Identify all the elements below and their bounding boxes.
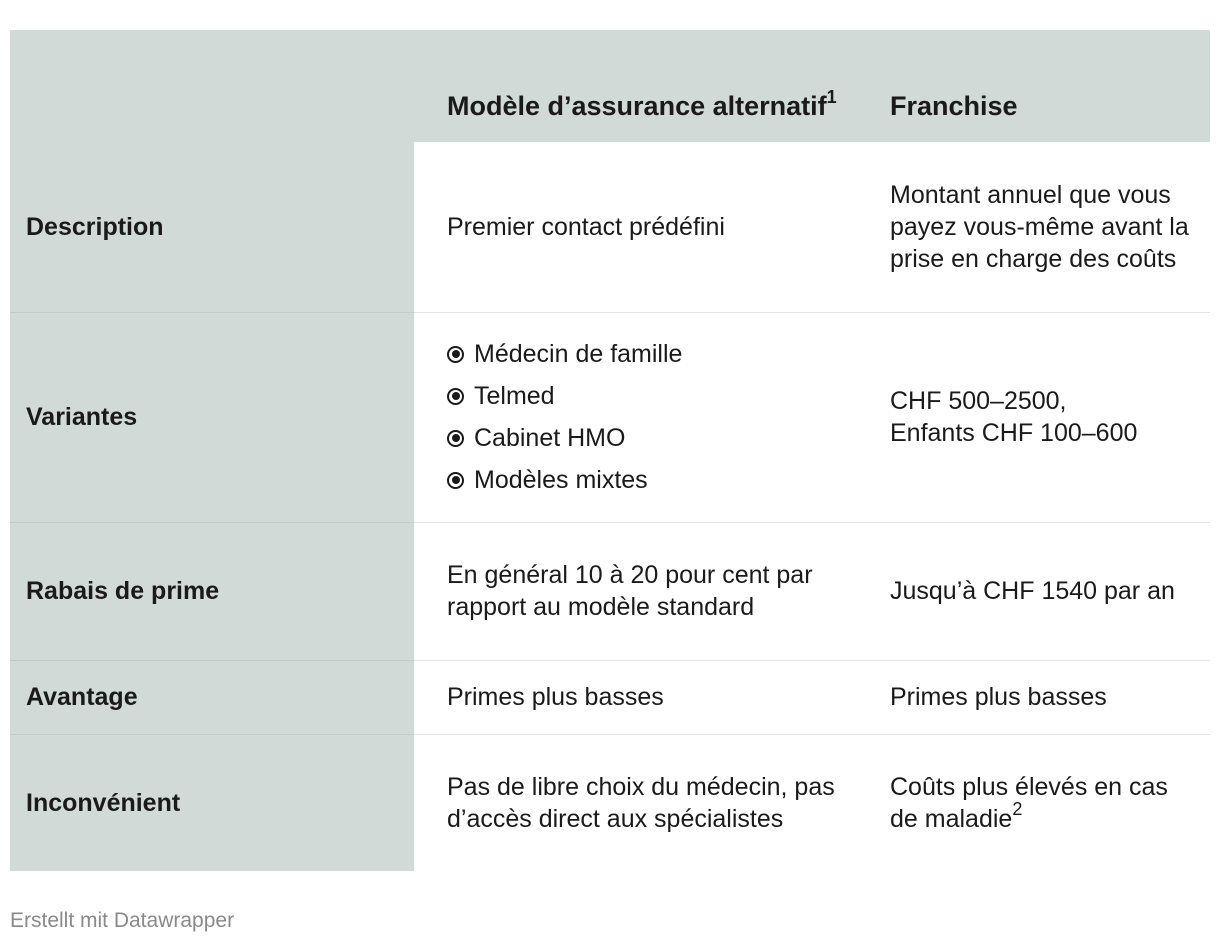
footnote-marker-2: 2 [1012,799,1023,820]
comparison-table [10,30,1210,871]
table-row-disadvantage [10,734,1210,871]
cell-variants-franchise [857,312,1210,522]
variant-label: Médecin de famille [474,340,683,368]
table-row-description [10,142,1210,312]
cell-premium-discount-franchise: Jusqu’à CHF 1540 par an [857,522,1210,660]
row-label-disadvantage: Inconvénient [10,734,414,871]
cell-description-franchise: Montant annuel que vous payez vous-même avant la prise en charge des coûts [857,142,1210,312]
list-item [447,333,845,375]
row-label-premium-discount: Rabais de prime [10,522,414,660]
header-empty-cell [10,30,414,142]
table-header-row [10,30,1210,142]
variants-list [447,333,845,501]
cell-description-model: Premier contact prédéfini [414,142,857,312]
header-franchise: Franchise [857,30,1210,142]
cell-variants-model [414,312,857,522]
cell-disadvantage-model: Pas de libre choix du médecin, pas d’accès direct aux spécialistes [447,772,835,833]
row-label-description: Description [10,142,414,312]
variant-label: Modèles mixtes [474,466,648,494]
footnote-marker-1: 1 [826,87,837,107]
cell-premium-discount-model: En général 10 à 20 pour cent par rapport au modèle standard [414,522,857,660]
list-item [447,417,845,459]
table-row-advantage [10,660,1210,734]
cell-advantage-model: Primes plus basses [414,660,857,734]
header-alternative-model [414,30,857,142]
row-label-variants: Variantes [10,312,414,522]
list-item [447,459,845,501]
header-alternative-model-label: Modèle d’assurance alternatif [447,91,827,121]
radio-selected-icon [447,388,464,405]
franchise-range-children: Enfants CHF 100–600 [890,419,1138,447]
disadvantage-franchise-text: Coûts plus élevés en cas de maladie [890,772,1168,833]
cell-disadvantage-franchise [857,734,1210,871]
radio-selected-icon [447,430,464,447]
franchise-range-adults: CHF 500–2500, [890,387,1067,415]
table-row-premium-discount [10,522,1210,660]
cell-advantage-franchise: Primes plus basses [857,660,1210,734]
table-row-variants [10,312,1210,522]
radio-selected-icon [447,346,464,363]
comparison-table-container [10,30,1210,871]
list-item [447,375,845,417]
radio-selected-icon [447,472,464,489]
variant-label: Telmed [474,382,555,410]
row-label-advantage: Avantage [10,660,414,734]
datawrapper-credit: Erstellt mit Datawrapper [10,909,235,932]
variant-label: Cabinet HMO [474,424,626,452]
